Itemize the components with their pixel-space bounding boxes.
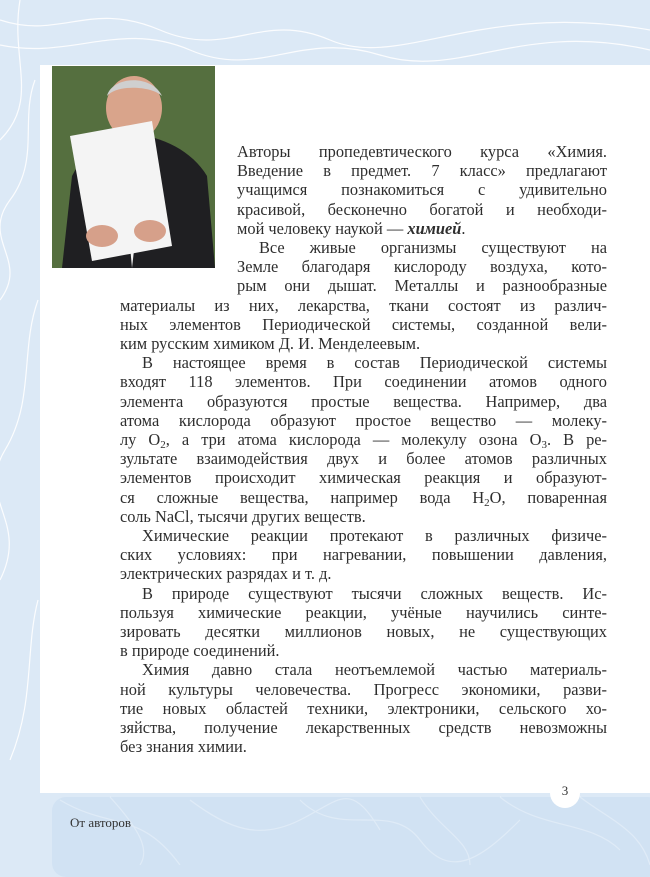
text-run: . В ре- xyxy=(546,430,607,449)
text-run: Химические реакции протекают в различных физиче- xyxy=(142,526,607,545)
text-run: ских условиях: при нагревании, повышении давления, xyxy=(120,545,607,565)
text-line xyxy=(142,584,607,603)
text-line xyxy=(120,411,607,430)
text-run: Химия давно стала неотъемлемой частью материаль- xyxy=(142,660,607,680)
text-run: элемента образуются простые вещества. Например, два xyxy=(120,391,607,411)
text-line xyxy=(237,142,607,161)
text-run: . xyxy=(461,218,466,238)
text-run: рым они дышат. Металлы и разнообразные xyxy=(237,276,607,296)
text-line xyxy=(120,372,607,391)
page-number: 3 xyxy=(550,778,580,808)
text-line xyxy=(120,488,607,507)
text-line xyxy=(120,449,607,468)
emphasis-term: химией xyxy=(407,218,462,238)
text-run: зультате взаимодействия двух и более атомов различных xyxy=(120,449,607,469)
text-line xyxy=(142,526,607,545)
text-line xyxy=(120,680,607,699)
text-line xyxy=(120,622,607,641)
text-line xyxy=(120,699,607,718)
text-run: ким русским химиком Д. И. Менделеевым. xyxy=(120,334,421,353)
text-line xyxy=(237,200,607,219)
text-line xyxy=(120,641,607,660)
text-line xyxy=(120,603,607,622)
text-line xyxy=(120,468,607,487)
text-run: пользуя химические реакции, учёные научились синте- xyxy=(120,602,607,622)
text-run: В настоящее время в состав Периодической системы xyxy=(142,353,607,373)
text-run: Авторы пропедевтического курса «Химия. xyxy=(237,142,607,161)
text-run: соль NaCl, тысячи других веществ. xyxy=(120,506,366,526)
text-line xyxy=(120,564,607,583)
text-run: в природе соединений. xyxy=(120,641,280,661)
text-line xyxy=(237,219,607,238)
text-run: материалы из них, лекарства, ткани состоят из различ- xyxy=(120,295,607,315)
text-line xyxy=(237,161,607,180)
text-run: ной культуры человечества. Прогресс экономики, разви- xyxy=(120,679,607,699)
subscript: 2 xyxy=(160,439,166,451)
text-line xyxy=(120,392,607,411)
text-run: зировать десятки миллионов новых, не существующих xyxy=(120,622,607,641)
text-run: элементов происходит химическая реакция и образуют- xyxy=(120,468,607,488)
footer-band xyxy=(52,797,650,877)
text-run: Все живые организмы существуют на xyxy=(259,238,607,257)
text-line xyxy=(237,180,607,199)
text-run: O, поваренная xyxy=(489,487,607,507)
text-run: зяйства, получение лекарственных средств невозможны xyxy=(120,718,607,737)
text-line xyxy=(142,353,607,372)
text-run: ся сложные вещества, например вода H xyxy=(120,487,485,507)
text-run: лу O xyxy=(120,430,161,449)
text-line xyxy=(142,660,607,679)
text-run: учащимся познакомиться с удивительно xyxy=(237,180,607,200)
text-run: входят 118 элементов. При соединении атомов одного xyxy=(120,372,607,392)
text-line xyxy=(120,296,607,315)
text-line xyxy=(120,334,607,353)
text-run: атома кислорода образуют простое вещество — молеку- xyxy=(120,410,607,430)
text-line xyxy=(259,238,607,257)
text-line xyxy=(237,276,607,295)
text-run: тие новых областей техники, электроники, сельского хо- xyxy=(120,698,607,718)
text-line xyxy=(120,430,607,449)
text-run: без знания химии. xyxy=(120,737,247,757)
subscript: 2 xyxy=(484,496,490,509)
text-run: Земле благодаря кислороду воздуха, кото- xyxy=(237,257,607,277)
text-run: Введение в предмет. 7 класс» предлагают xyxy=(237,161,607,181)
author-photo xyxy=(52,66,215,268)
footer-section-title: От авторов xyxy=(70,815,132,830)
text-line xyxy=(120,315,607,334)
text-line xyxy=(120,545,607,564)
text-run: электрических разрядах и т. д. xyxy=(120,564,332,584)
text-run: красивой, бесконечно богатой и необходи- xyxy=(237,199,607,219)
text-run: В природе существуют тысячи сложных веществ. Ис- xyxy=(142,583,607,603)
text-line xyxy=(120,718,607,737)
text-run: мой человеку наукой — xyxy=(237,218,408,238)
text-line xyxy=(120,737,607,756)
text-run: , а три атома кислорода — молекулу озона O xyxy=(165,430,542,449)
subscript: 3 xyxy=(541,439,547,451)
text-run: ных элементов Периодической системы, созданной вели- xyxy=(120,314,607,334)
text-line xyxy=(237,257,607,276)
text-line xyxy=(120,507,607,526)
